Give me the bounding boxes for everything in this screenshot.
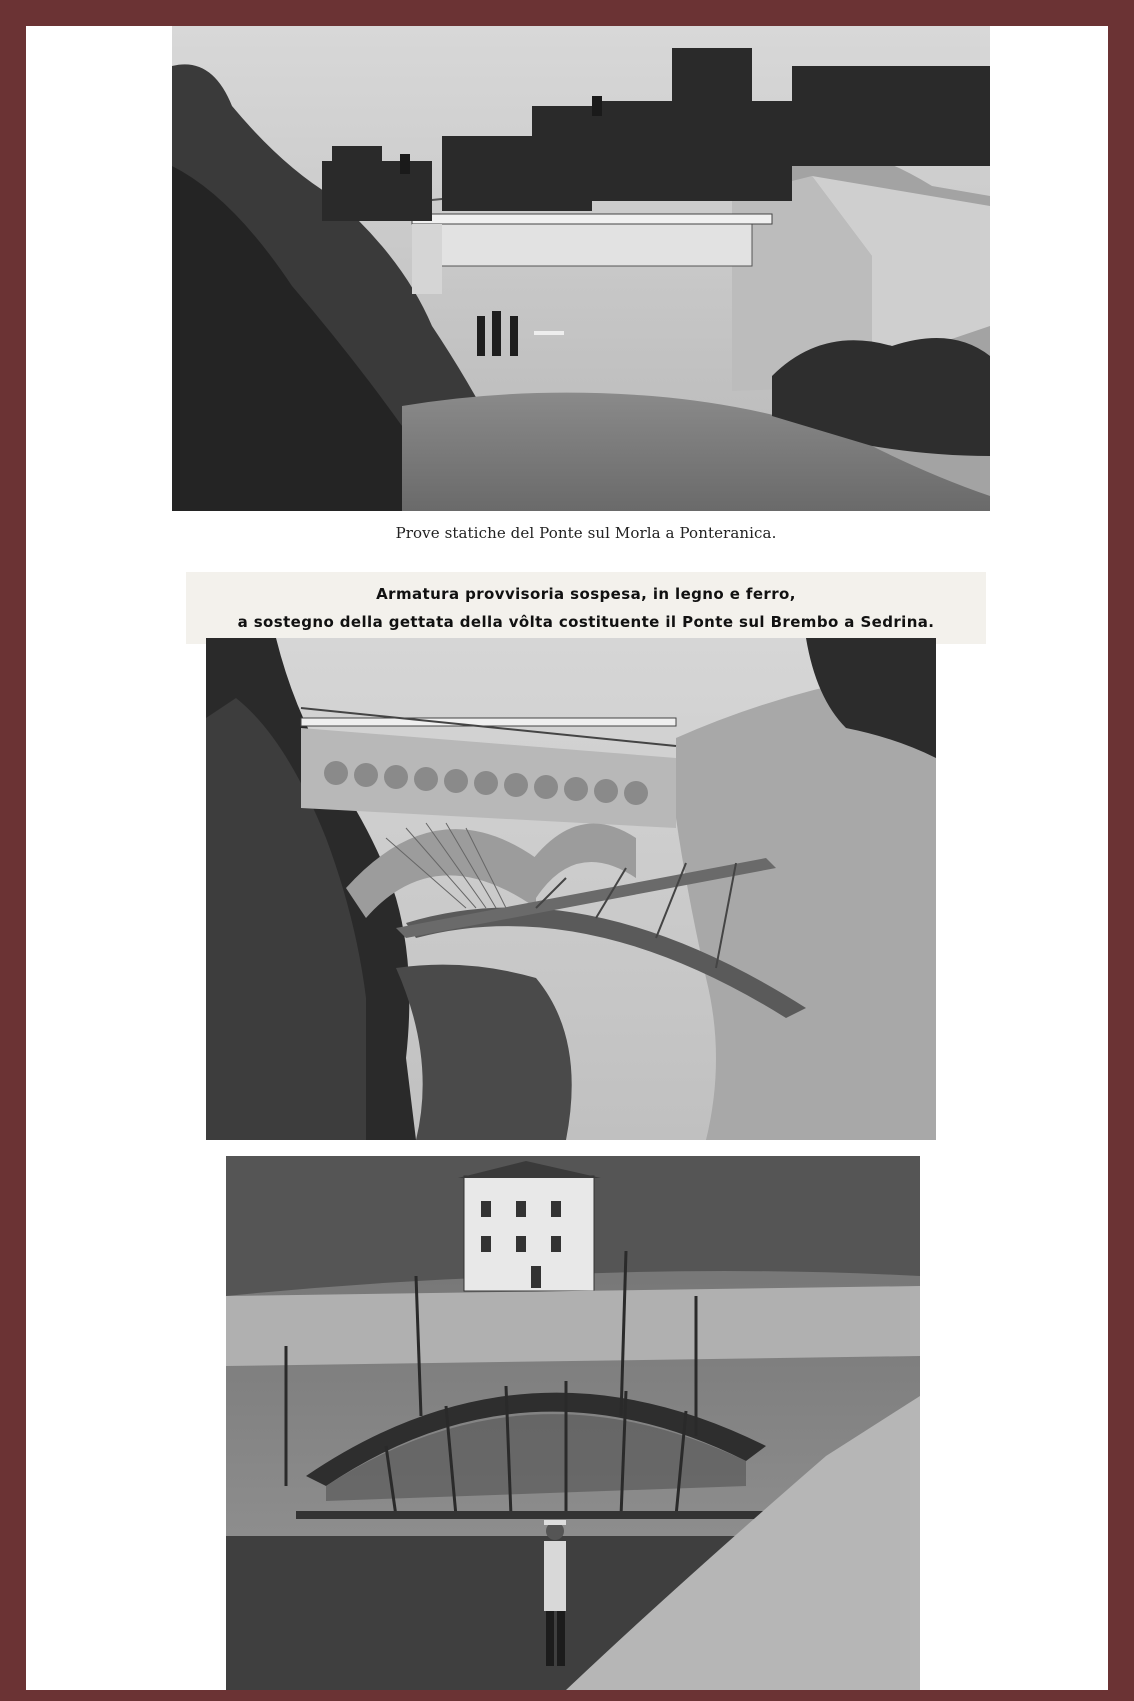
caption-ponte-brembo-line1: Armatura provvisoria sospesa, in legno e ferro,	[376, 585, 796, 603]
photo-ponte-brembo-illustration	[206, 638, 936, 1140]
caption-ponte-brembo-line2: a sostegno della gettata della vôlta costituente il Ponte sul Brembo a Sedrina.	[237, 613, 935, 631]
caption-ponte-morla: Prove statiche del Ponte sul Morla a Ponteranica.	[395, 524, 777, 542]
photo-ponte-brembo-armatura	[206, 638, 936, 1140]
photo-ponte-morla-illustration	[172, 26, 990, 511]
caption-ponte-brembo-title	[186, 572, 986, 644]
photo-centina-cantiere	[226, 1156, 920, 1690]
photo-centina-illustration	[226, 1156, 920, 1690]
document-page	[26, 26, 1108, 1690]
photo-ponte-morla	[172, 26, 990, 511]
